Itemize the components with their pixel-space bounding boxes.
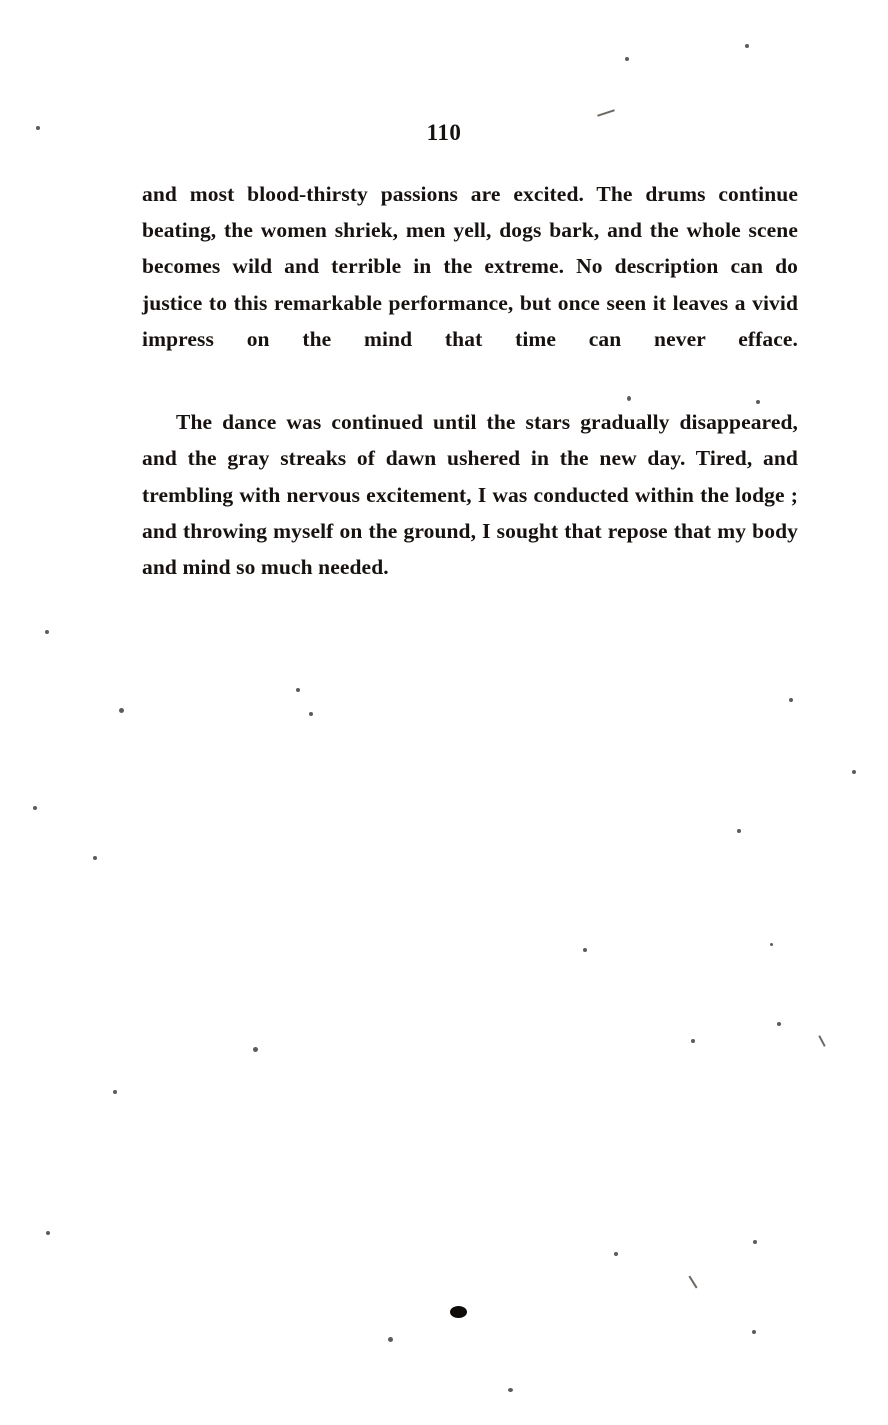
page-speckle xyxy=(745,44,749,48)
page-speckle xyxy=(752,1330,756,1334)
page-speckle xyxy=(253,1047,258,1052)
scan-hairline xyxy=(818,1035,825,1047)
page-speckle xyxy=(45,630,49,634)
page-speckle xyxy=(388,1337,393,1342)
scan-hairline xyxy=(597,109,615,116)
page-speckle xyxy=(36,126,40,130)
page-speckle xyxy=(93,856,97,860)
scan-hairline xyxy=(688,1276,697,1289)
page-speckle xyxy=(737,829,741,833)
page-speckle xyxy=(691,1039,695,1043)
page-speckle xyxy=(789,698,793,702)
page-speckle xyxy=(625,57,629,61)
page-speckle xyxy=(309,712,313,716)
page-speckle xyxy=(614,1252,618,1256)
page-speckle xyxy=(508,1388,513,1392)
page-speckle xyxy=(627,396,631,401)
page-speckle xyxy=(770,943,773,946)
paragraph-1: and most blood-thirsty passions are excited. The drums continue beating, the women shriek, men yell, dogs bark, and the whole scene becomes wild and terrible in the extreme. No description can do justice to this remarkable performance, but once seen it leaves a vivid impress on the mind that time can never efface. xyxy=(142,182,798,351)
page-speckle xyxy=(119,708,124,713)
page-speckle xyxy=(756,400,760,404)
ink-blot xyxy=(450,1306,467,1318)
page-speckle xyxy=(852,770,856,774)
page-speckle xyxy=(33,806,37,810)
page-speckle xyxy=(46,1231,50,1235)
page-speckle xyxy=(583,948,587,952)
body-text xyxy=(142,176,798,585)
page-speckle xyxy=(753,1240,757,1244)
page-speckle xyxy=(777,1022,781,1026)
paragraph-2: The dance was continued until the stars gradually disappeared, and the gray streaks of dawn ushered in the new day. Tired, and trembling with nervous excitement, I was conducted within the lodge ; and throwing myself on the ground, I sought that repose that my body and mind so much needed. xyxy=(142,410,798,580)
page-speckle xyxy=(113,1090,117,1094)
page-speckle xyxy=(296,688,300,692)
page-number: 110 xyxy=(426,120,462,145)
